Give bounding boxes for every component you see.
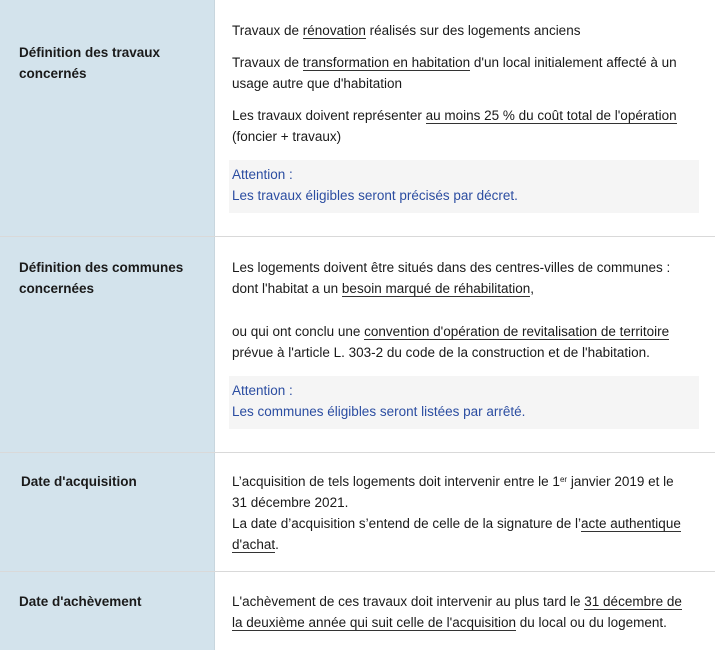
link-besoin-rehabilitation[interactable]: besoin marqué de réhabilitation	[342, 281, 530, 297]
table-row	[0, 237, 715, 453]
attention-title: Attention :	[232, 164, 696, 185]
row-label-cell	[0, 0, 215, 237]
attention-box	[229, 160, 699, 213]
attention-box	[229, 376, 699, 429]
row-label: Définition des communes	[19, 257, 204, 278]
row-content-cell	[215, 0, 715, 237]
link-cout-total[interactable]: au moins 25 % du coût total de l'opération	[426, 108, 677, 124]
attention-text: Les communes éligibles seront listées par arrêté.	[232, 401, 696, 422]
row-content-cell	[215, 453, 715, 572]
paragraph: L’acquisition de tels logements doit intervenir entre le 1er janvier 2019 et le 31 décembre 2021. La date d’acquisition s’entend de celle de la signature de l’acte authentique d'achat.	[232, 471, 699, 555]
link-renovation[interactable]: rénovation	[303, 23, 366, 39]
link-transformation[interactable]: transformation en habitation	[303, 55, 470, 71]
link-convention-revitalisation[interactable]: convention d'opération de revitalisation de territoire	[364, 324, 669, 340]
paragraph: Les logements doivent être situés dans des centres-villes de communes : dont l'habitat a un besoin marqué de réhabilitation,	[232, 257, 699, 299]
row-label: Date d'achèvement	[19, 591, 204, 612]
row-content-cell	[215, 237, 715, 453]
row-label-cell	[0, 237, 215, 453]
row-label: Définition des travaux	[19, 42, 204, 63]
row-label-cell	[0, 572, 215, 650]
link-acte-authentique[interactable]: acte authentique	[581, 516, 681, 532]
link-31-decembre[interactable]: 31 décembre de	[584, 594, 682, 610]
attention-title: Attention :	[232, 380, 696, 401]
table-row	[0, 0, 715, 237]
link-deuxieme-annee[interactable]: la deuxième année qui suit celle de l'acquisition	[232, 615, 516, 631]
table-row	[0, 453, 715, 572]
paragraph: ou qui ont conclu une convention d'opération de revitalisation de territoire prévue à l'article L. 303-2 du code de la construction et de l'habitation.	[232, 321, 699, 363]
row-label-cell	[0, 453, 215, 572]
link-achat[interactable]: d'achat	[232, 537, 275, 553]
row-label: Date d'acquisition	[21, 471, 204, 492]
row-label: concernés	[19, 63, 204, 84]
paragraph: L'achèvement de ces travaux doit intervenir au plus tard le 31 décembre de la deuxième année qui suit celle de l'acquisition du local ou du logement.	[232, 591, 699, 633]
attention-text: Les travaux éligibles seront précisés par décret.	[232, 185, 696, 206]
table-row	[0, 572, 715, 650]
row-label: concernées	[19, 278, 204, 299]
row-content-cell	[215, 572, 715, 650]
paragraph: Travaux de transformation en habitation d'un local initialement affecté à un usage autre que d'habitation	[232, 52, 699, 94]
paragraph: Travaux de rénovation réalisés sur des logements anciens	[232, 20, 699, 41]
paragraph: Les travaux doivent représenter au moins 25 % du coût total de l'opération (foncier + travaux)	[232, 105, 699, 147]
